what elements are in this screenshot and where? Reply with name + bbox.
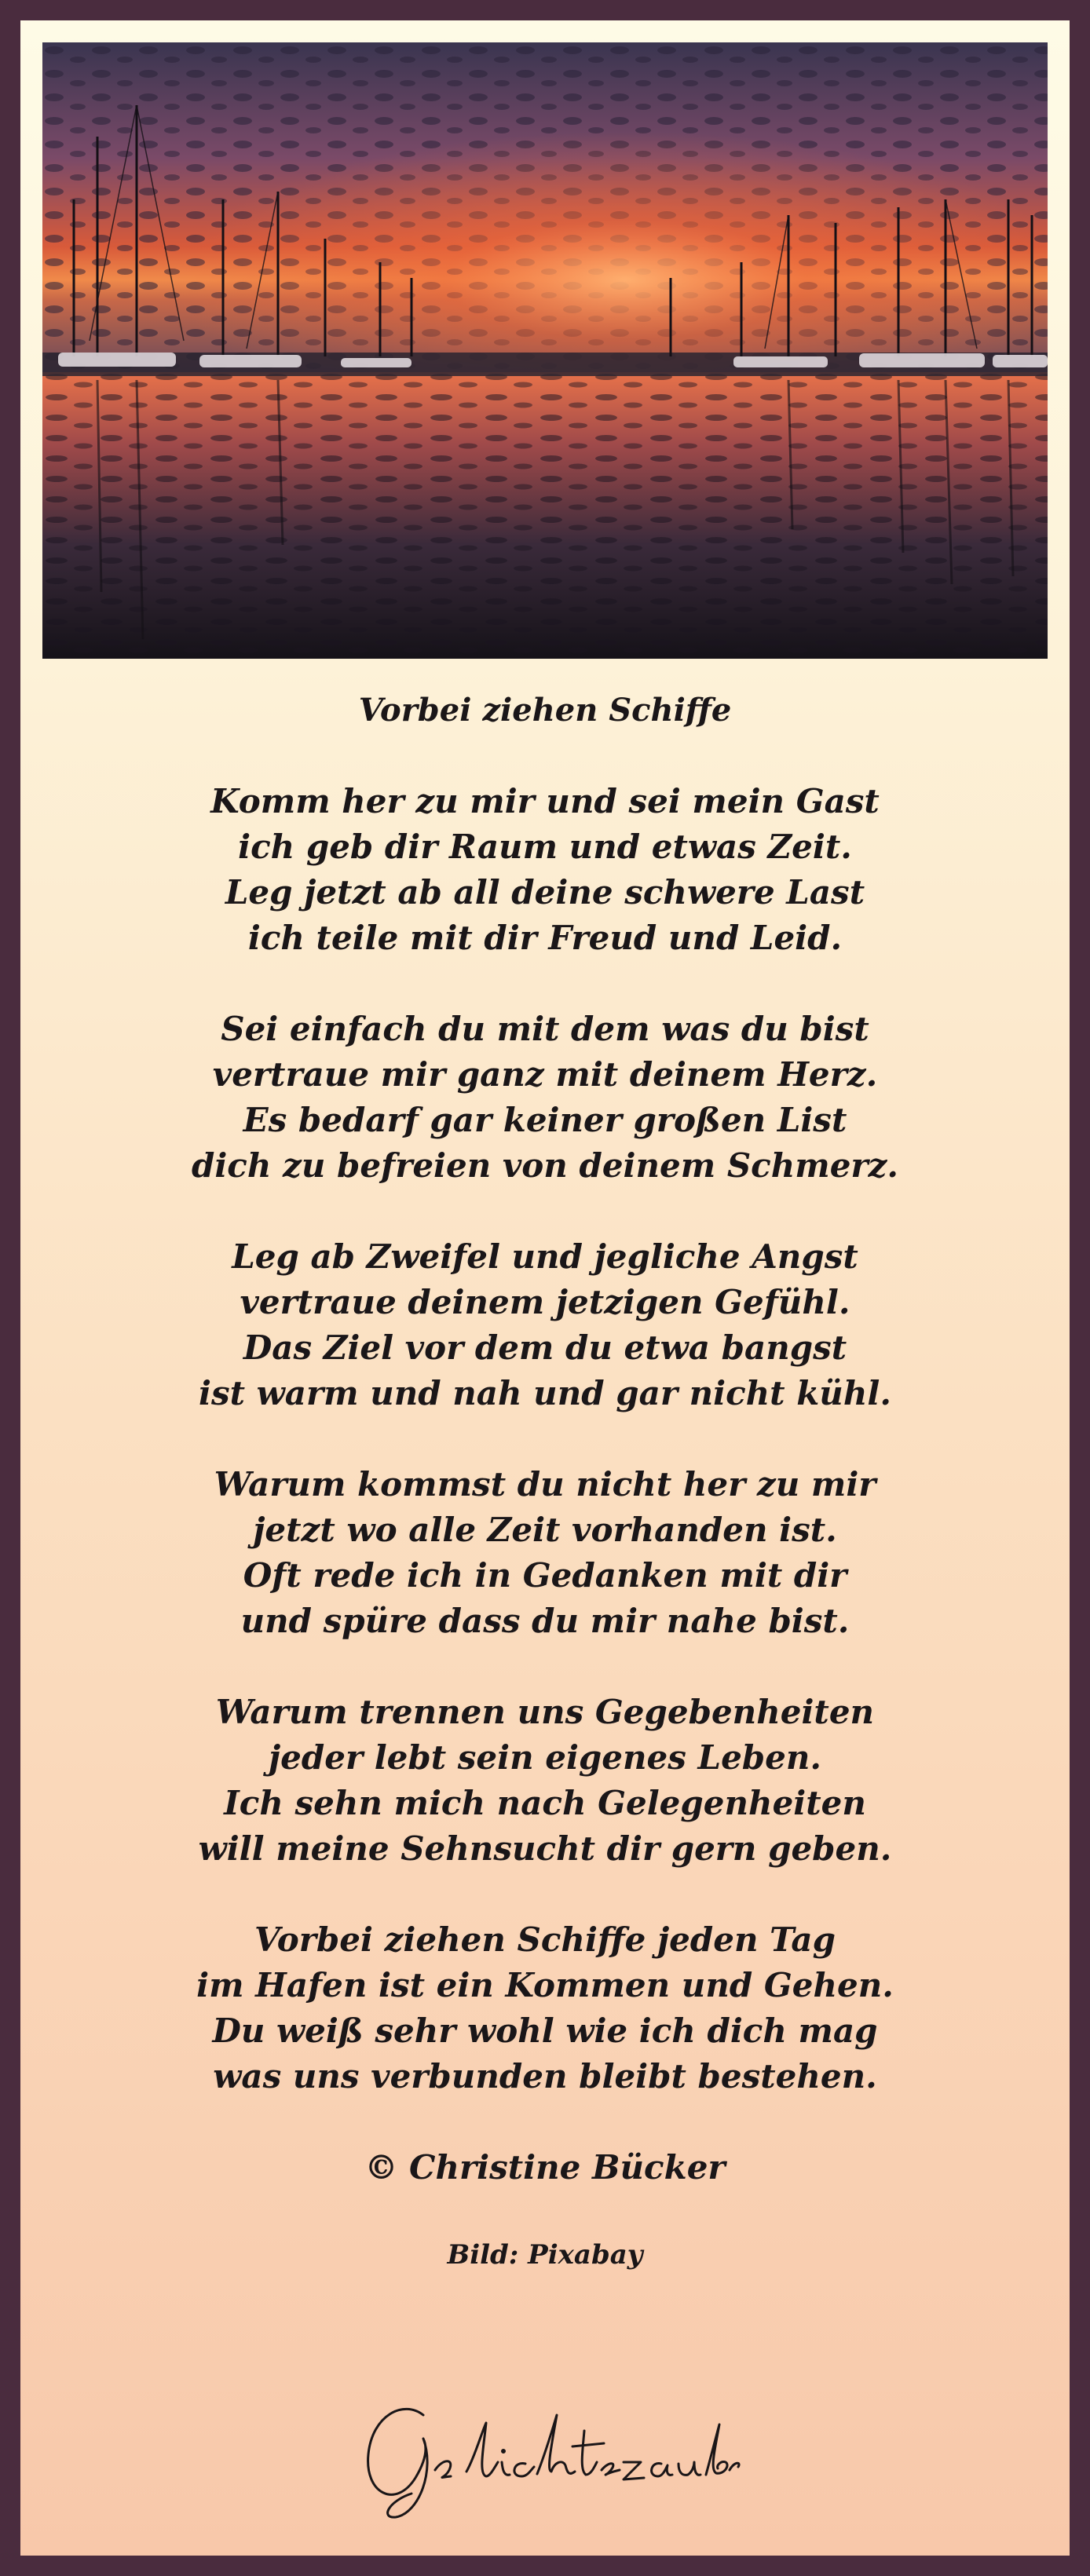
- poem-line: Du weiß sehr wohl wie ich dich mag: [212, 2011, 878, 2050]
- poem-line: Es bedarf gar keiner großen List: [243, 1101, 847, 1139]
- poem-line: Warum trennen uns Gegebenheiten: [215, 1693, 875, 1731]
- stanza-6: [20, 1917, 1070, 2099]
- poem-line: Leg jetzt ab all deine schwere Last: [225, 873, 865, 912]
- poem-line: vertraue deinem jetzigen Gefühl.: [240, 1283, 850, 1321]
- poem-line: vertraue mir ganz mit deinem Herz.: [212, 1055, 878, 1094]
- copyright: © Christine Bücker: [364, 2148, 726, 2187]
- poem-line: Warum kommst du nicht her zu mir: [214, 1465, 876, 1504]
- signature-logo: [349, 2384, 741, 2533]
- poem-card: [20, 20, 1070, 2556]
- poem-line: jeder lebt sein eigenes Leben.: [268, 1738, 822, 1777]
- poem: [20, 688, 1070, 2274]
- poem-line: Oft rede ich in Gedanken mit dir: [243, 1556, 847, 1595]
- poem-line: ich teile mit dir Freud und Leid.: [247, 919, 843, 957]
- poem-line: Leg ab Zweifel und jegliche Angst: [232, 1237, 858, 1276]
- poem-line: dich zu befreien von deinem Schmerz.: [191, 1146, 899, 1185]
- poem-line: was uns verbunden bleibt bestehen.: [213, 2057, 877, 2096]
- poem-line: will meine Sehnsucht dir gern geben.: [198, 1829, 892, 1868]
- poem-line: Vorbei ziehen Schiffe jeden Tag: [254, 1920, 836, 1959]
- poem-line: ich geb dir Raum und etwas Zeit.: [238, 828, 852, 866]
- poem-line: Ich sehn mich nach Gelegenheiten: [224, 1784, 866, 1822]
- stanza-1: [20, 779, 1070, 961]
- stanza-2: [20, 1007, 1070, 1189]
- poem-line: und spüre dass du mir nahe bist.: [240, 1602, 850, 1640]
- poem-line: Komm her zu mir und sei mein Gast: [210, 782, 880, 820]
- harbor-sunset-image: [42, 42, 1048, 659]
- harbor-photo: [42, 42, 1048, 659]
- poem-line: Sei einfach du mit dem was du bist: [221, 1010, 869, 1048]
- stanza-5: [20, 1690, 1070, 1872]
- poem-line: jetzt wo alle Zeit vorhanden ist.: [253, 1511, 837, 1549]
- stanza-3: [20, 1234, 1070, 1416]
- poem-line: Das Ziel vor dem du etwa bangst: [243, 1328, 847, 1367]
- poem-line: ist warm und nah und gar nicht kühl.: [199, 1374, 891, 1412]
- poem-title: Vorbei ziehen Schiffe: [358, 692, 732, 729]
- stanza-4: [20, 1462, 1070, 1644]
- image-credit: Bild: Pixabay: [447, 2239, 643, 2271]
- poem-line: im Hafen ist ein Kommen und Gehen.: [196, 1966, 894, 2004]
